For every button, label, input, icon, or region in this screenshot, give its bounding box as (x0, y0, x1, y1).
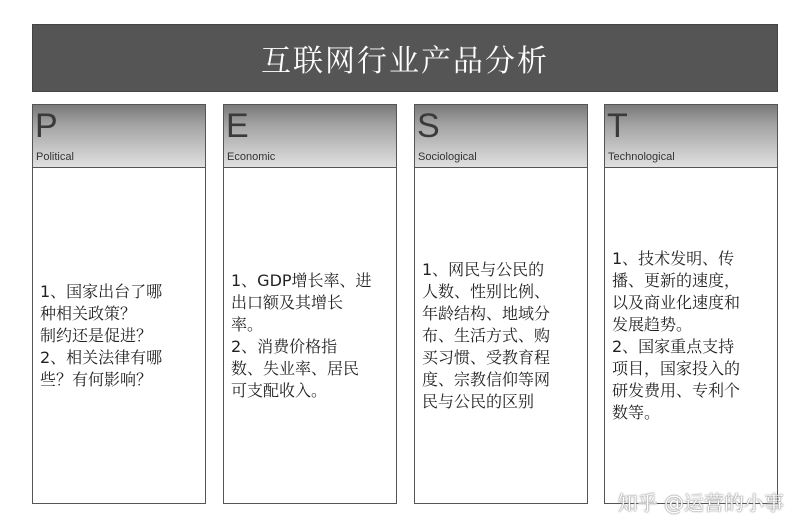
column-header (223, 104, 397, 168)
page-title: 互联网行业产品分析 (261, 44, 549, 79)
column-text: 1、技术发明、传 播、更新的速度， 以及商业化速度和 发展趋势。 2、国家重点支持 项目，国家投入的 研发费用、专利个 数等。 (612, 248, 741, 422)
column-letter: P (35, 107, 58, 145)
column-body (223, 168, 397, 504)
column-body (32, 168, 206, 504)
column-subtitle: Economic (227, 151, 276, 163)
column-text: 1、国家出台了哪 种相关政策？ 制约还是促进？ 2、相关法律有哪 些？有何影响？ (40, 281, 163, 389)
watermark: 知乎 @运营的小事 (617, 491, 784, 515)
column-letter: T (607, 107, 628, 145)
column-header (32, 104, 206, 168)
pest-column-sociological (414, 104, 588, 504)
column-letter: E (226, 107, 249, 145)
column-body (604, 168, 778, 504)
column-subtitle: Technological (608, 151, 675, 163)
column-text: 1、GDP增长率、进 出口额及其增长 率。 2、消费价格指 数、失业率、居民 可支配收入。 (231, 270, 372, 400)
column-header (414, 104, 588, 168)
column-body (414, 168, 588, 504)
column-subtitle: Sociological (418, 151, 477, 163)
column-letter: S (417, 107, 440, 145)
pest-column-political (32, 104, 206, 504)
title-bar (32, 24, 778, 92)
column-header (604, 104, 778, 168)
column-text: 1、网民与公民的 人数、性别比例、 年龄结构、地域分 布、生活方式、购 买习惯、受教育程 度、宗教信仰等网 民与公民的区别 (422, 259, 551, 411)
column-subtitle: Political (36, 151, 74, 163)
pest-column-economic (223, 104, 397, 504)
pest-column-technological (604, 104, 778, 504)
